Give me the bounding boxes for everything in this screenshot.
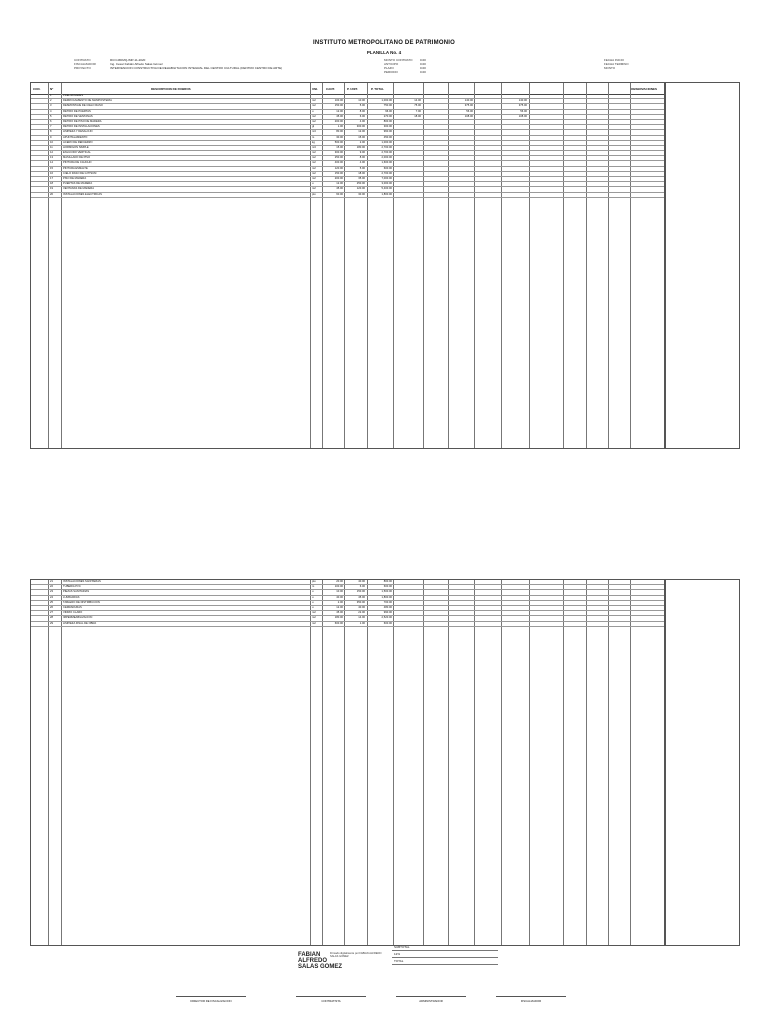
cell-desc: PIEZAS SANITARIAS	[63, 590, 90, 594]
cell-desc: PUERTAS DE MADERA	[63, 182, 93, 186]
cell-q: 12.00	[336, 605, 343, 609]
cell-q: 200.00	[334, 119, 343, 123]
cell-un: m2	[312, 104, 316, 108]
cell-no: 21	[50, 580, 53, 583]
cell-un: u	[312, 595, 314, 599]
cell-no: 4	[50, 109, 52, 113]
cell-desc: APUNTALAMIENTO	[63, 135, 88, 139]
cell-t: 1,800.00	[381, 595, 392, 599]
cell-t: 960.00	[383, 130, 392, 134]
cell-t: 300.00	[383, 125, 392, 129]
cell-p: 40.00	[358, 580, 365, 583]
cell-un: m2	[312, 611, 316, 615]
cell-desc: RETIRO DE VENTANAS	[63, 114, 93, 118]
document-subtitle: PLANILLA No. 4	[366, 50, 402, 55]
cell-t: 450.00	[383, 135, 392, 139]
cell-desc: ACERO DE REFUERZO	[63, 140, 93, 144]
cell-p: 150.00	[356, 590, 365, 594]
table-row	[31, 622, 665, 627]
footer-signatory: DIRECTOR DE FISCALIZACION	[176, 996, 246, 1003]
cell-e: 56.00	[520, 109, 527, 113]
cell-t: 96.00	[385, 109, 392, 113]
cell-q: 120.00	[334, 166, 343, 170]
cell-q: 600.00	[334, 621, 343, 625]
cell-un: m	[312, 135, 315, 139]
cell-un: m2	[312, 156, 316, 160]
cell-p: 8.00	[359, 156, 365, 160]
cell-p: 45.00	[358, 595, 365, 599]
cell-un: u	[312, 182, 314, 186]
cell-un: u	[312, 605, 314, 609]
cell-un: m2	[312, 621, 316, 625]
cell-un: pto	[312, 192, 316, 196]
cell-p: 30.00	[358, 192, 365, 196]
cell-p: 180.00	[356, 145, 365, 149]
header-code: COD.	[33, 87, 41, 91]
cell-t: 800.00	[383, 580, 392, 583]
cell-p: 250.00	[356, 182, 365, 186]
cell-un: m3	[312, 130, 316, 134]
cell-no: 24	[50, 595, 53, 599]
cell-p: 4.00	[359, 119, 365, 123]
cell-q: 45.00	[336, 187, 343, 191]
cell-q: 30.00	[336, 135, 343, 139]
cell-a: 75.00	[414, 104, 421, 108]
cell-desc: PRELIMINARES	[63, 94, 84, 97]
cell-un: m2	[312, 171, 316, 175]
cell-t: 2,520.00	[381, 616, 392, 620]
cell-no: 29	[50, 621, 53, 625]
cell-p: 12.00	[358, 130, 365, 134]
cell-t: 7,000.00	[381, 177, 392, 180]
cell-p: 8.00	[359, 109, 365, 113]
cell-no: 11	[50, 145, 53, 149]
cell-desc: CERRADURAS	[63, 605, 82, 609]
cell-t: 2,700.00	[381, 171, 392, 175]
cell-q: 20.00	[336, 580, 343, 583]
cell-no: 28	[50, 616, 53, 620]
cell-un: u	[312, 600, 314, 604]
cell-q: 500.00	[334, 140, 343, 144]
cell-desc: PINTURA ESMALTE	[63, 166, 88, 170]
cell-t: 1,000.00	[381, 140, 392, 144]
cell-q: 10.00	[336, 590, 343, 594]
totals-row: TOTAL	[392, 958, 498, 965]
cell-a: 7.00	[415, 109, 421, 113]
cell-e: 140.00	[518, 99, 527, 103]
cell-no: 9	[50, 135, 52, 139]
cell-desc: LIMPIEZA FINAL DE OBRA	[63, 621, 97, 625]
meta-left	[74, 58, 304, 70]
cell-desc: ENLUCIDO VERTICAL	[63, 151, 91, 155]
cell-t: 600.00	[383, 621, 392, 625]
cell-p: 350.00	[356, 600, 365, 604]
cell-desc: DERROCAMIENTO DE MAMPOSTERIA	[63, 99, 112, 103]
cell-t: 600.00	[383, 585, 392, 589]
cell-q: 250.00	[334, 156, 343, 160]
cell-c: 56.00	[466, 109, 473, 113]
cell-q: 12.00	[336, 182, 343, 186]
cell-q: 300.00	[334, 151, 343, 155]
cell-p: 2.00	[359, 140, 365, 144]
table-body-top	[31, 94, 665, 198]
cell-q: 2.00	[337, 600, 343, 604]
cell-q: 180.00	[334, 616, 343, 620]
cell-q: 400.00	[334, 161, 343, 165]
cell-un: m2	[312, 616, 316, 620]
cell-desc: PISO DE MADERA	[63, 177, 87, 180]
cell-desc: IMPERMEABILIZACION	[63, 616, 93, 620]
cell-p: 18.00	[358, 171, 365, 175]
cell-c: 108.00	[464, 114, 473, 118]
cell-p: 9.00	[359, 151, 365, 155]
cell-t: 2,700.00	[381, 145, 392, 149]
cell-no: 13	[50, 156, 53, 160]
cell-p: 35.00	[358, 177, 365, 180]
cell-p: 10.00	[358, 99, 365, 103]
cell-p: 15.00	[358, 135, 365, 139]
cell-t: 1,800.00	[381, 192, 392, 196]
cell-no: 18	[50, 182, 53, 186]
cell-p: 300.00	[356, 125, 365, 129]
header-unit: UNI.	[312, 87, 318, 91]
meta-line: CONTRATO RCO-MDMQ-IMP-11-2020	[74, 58, 146, 62]
cell-t: 2,000.00	[381, 156, 392, 160]
cell-p: 6.00	[359, 585, 365, 589]
cell-un: m2	[312, 99, 316, 103]
cell-desc: HORMIGON SIMPLE	[63, 145, 89, 149]
cell-desc: RETIRO DE PUERTAS	[63, 109, 91, 113]
table-section-bottom	[30, 579, 666, 946]
cell-t: 480.00	[383, 605, 392, 609]
cell-no: 23	[50, 590, 53, 594]
cell-un: pto	[312, 580, 316, 583]
table-section-top	[30, 82, 666, 449]
cell-t: 750.00	[383, 104, 392, 108]
cell-no: 8	[50, 130, 52, 134]
header-no: Nº	[50, 87, 54, 91]
cell-desc: CIELO RASO DE GYPSUM	[63, 171, 97, 175]
cell-no: 6	[50, 119, 52, 123]
cell-desc: TUBERIA PVC	[63, 585, 81, 589]
cell-un: m3	[312, 145, 316, 149]
cell-e: 108.00	[518, 114, 527, 118]
meta-line: FISCALIZADOR Ing. Cesar Fabián Alfredo Salas Gómez	[74, 62, 163, 66]
cell-no: 17	[50, 177, 53, 180]
footer-signatory: CONTRATISTA	[296, 996, 366, 1003]
cell-q: 12.00	[336, 109, 343, 113]
cell-desc: VENTANAS DE MADERA	[63, 187, 95, 191]
cell-q: 150.00	[334, 171, 343, 175]
header-desc: DESCRIPCION DE RUBROS	[151, 87, 191, 91]
cell-t: 3,000.00	[381, 182, 392, 186]
cell-un: m2	[312, 166, 316, 170]
signature-note: Firmado digitalmente por FABIAN ALFREDO SALAS GOMEZ	[330, 952, 382, 959]
table-body-bottom	[31, 580, 665, 627]
cell-t: 800.00	[383, 119, 392, 123]
cell-t: 990.00	[383, 611, 392, 615]
cell-un: u	[312, 590, 314, 594]
cell-desc: VIDRIO CLARO	[63, 611, 83, 615]
header-total: P. TOTAL	[371, 87, 385, 91]
cell-no: 14	[50, 161, 53, 165]
cell-t: 2,700.00	[381, 151, 392, 155]
header-price: P. UNIT.	[347, 87, 358, 91]
totals-block	[392, 944, 498, 965]
cell-q: 45.00	[336, 114, 343, 118]
observations-column-bottom	[664, 579, 740, 946]
cell-p: 1.00	[359, 621, 365, 625]
signature-name: FABIAN ALFREDO SALAS GOMEZ	[298, 952, 343, 970]
header-obs: OBSERVACIONES	[631, 87, 658, 91]
cell-un: m2	[312, 177, 316, 180]
cell-q: 100.00	[334, 99, 343, 103]
cell-q: 60.00	[336, 192, 343, 196]
cell-p: 14.00	[358, 616, 365, 620]
cell-no: 15	[50, 166, 53, 170]
cell-no: 16	[50, 171, 53, 175]
cell-no: 20	[50, 192, 53, 196]
cell-t: 600.00	[383, 166, 392, 170]
cell-desc: RETIRO DE PISO DE MADERA	[63, 119, 102, 123]
cell-c: 375.00	[464, 104, 473, 108]
totals-row: SUBTOTAL	[392, 944, 498, 951]
cell-t: 1,500.00	[381, 590, 392, 594]
cell-un: m2	[312, 119, 316, 123]
cell-no: 10	[50, 140, 53, 144]
cell-un: kg	[312, 140, 315, 144]
cell-no: 5	[50, 114, 52, 118]
cell-q: 80.00	[336, 130, 343, 134]
cell-q: 1.00	[337, 125, 343, 129]
table-row	[31, 193, 665, 198]
cell-desc: INSTALACIONES ELECTRICAS	[63, 192, 102, 196]
cell-q: 100.00	[334, 585, 343, 589]
cell-desc: LIMPIEZA Y DESALOJO	[63, 130, 93, 134]
cell-q: 150.00	[334, 104, 343, 108]
cell-p: 120.00	[356, 187, 365, 191]
cell-e: 375.00	[518, 104, 527, 108]
cell-t: 700.00	[383, 600, 392, 604]
cell-desc: MASILLADO DE PISO	[63, 156, 91, 160]
cell-q: 40.00	[336, 595, 343, 599]
cell-un: m2	[312, 161, 316, 165]
cell-p: 6.00	[359, 114, 365, 118]
cell-q: 45.00	[336, 611, 343, 615]
footer-signatory: FISCALIZADOR	[496, 996, 566, 1003]
cell-no: 22	[50, 585, 53, 589]
cell-no: 25	[50, 600, 53, 604]
cell-no: 7	[50, 125, 52, 129]
cell-p: 5.00	[359, 104, 365, 108]
meta-mid: MONTO CONTRATO 0.00 ANTICIPO 0.00 PLAZO 0.00 PERIODO 0.00	[384, 58, 426, 74]
cell-p: 5.00	[359, 166, 365, 170]
cell-no: 3	[50, 104, 52, 108]
cell-no: 1	[50, 94, 52, 97]
cell-t: 5,400.00	[381, 187, 392, 191]
cell-desc: DESMONTAJE DE CIELO RASO	[63, 104, 103, 108]
cell-p: 22.00	[358, 611, 365, 615]
cell-a: 14.00	[414, 99, 421, 103]
cell-un: m2	[312, 151, 316, 155]
meta-right: FECHA INICIO FECHA TERMINO MONTO	[604, 58, 629, 70]
cell-no: 12	[50, 151, 53, 155]
header-qty: CANT.	[326, 87, 335, 91]
cell-no: 2	[50, 99, 52, 103]
cell-desc: RETIRO DE INSTALACIONES	[63, 125, 100, 129]
cell-un: gl	[312, 125, 315, 129]
cell-t: 270.00	[383, 114, 392, 118]
footer-signatory: ADMINISTRADOR	[396, 996, 466, 1003]
cell-q: 15.00	[336, 145, 343, 149]
cell-un: u	[312, 109, 314, 113]
cell-p: 4.00	[359, 161, 365, 165]
totals-row: 12%	[392, 951, 498, 958]
cell-un: m2	[312, 114, 316, 118]
document-title: INSTITUTO METROPOLITANO DE PATRIMONIO	[313, 40, 455, 46]
cell-desc: INSTALACIONES SANITARIAS	[63, 580, 101, 583]
cell-t: 1,000.00	[381, 99, 392, 103]
meta-line: PROYECTO INTERVENCION CONSTRUCTIVA DE REHABILITACION INTEGRAL DEL CENTRO CULTURAL (DENTRO CENTRO DE ARTE)	[74, 66, 283, 70]
cell-a: 18.00	[414, 114, 421, 118]
cell-desc: PINTURA DE CAUCHO	[63, 161, 92, 165]
cell-no: 19	[50, 187, 53, 191]
cell-no: 26	[50, 605, 53, 609]
cell-t: 1,600.00	[381, 161, 392, 165]
cell-un: m	[312, 585, 315, 589]
observations-column-top	[664, 82, 740, 449]
cell-p: 40.00	[358, 605, 365, 609]
cell-q: 200.00	[334, 177, 343, 180]
cell-desc: TABLERO DE DISTRIBUCION	[63, 600, 100, 604]
cell-c: 140.00	[464, 99, 473, 103]
cell-un: m2	[312, 187, 316, 191]
cell-desc: LUMINARIAS	[63, 595, 80, 599]
cell-no: 27	[50, 611, 53, 615]
